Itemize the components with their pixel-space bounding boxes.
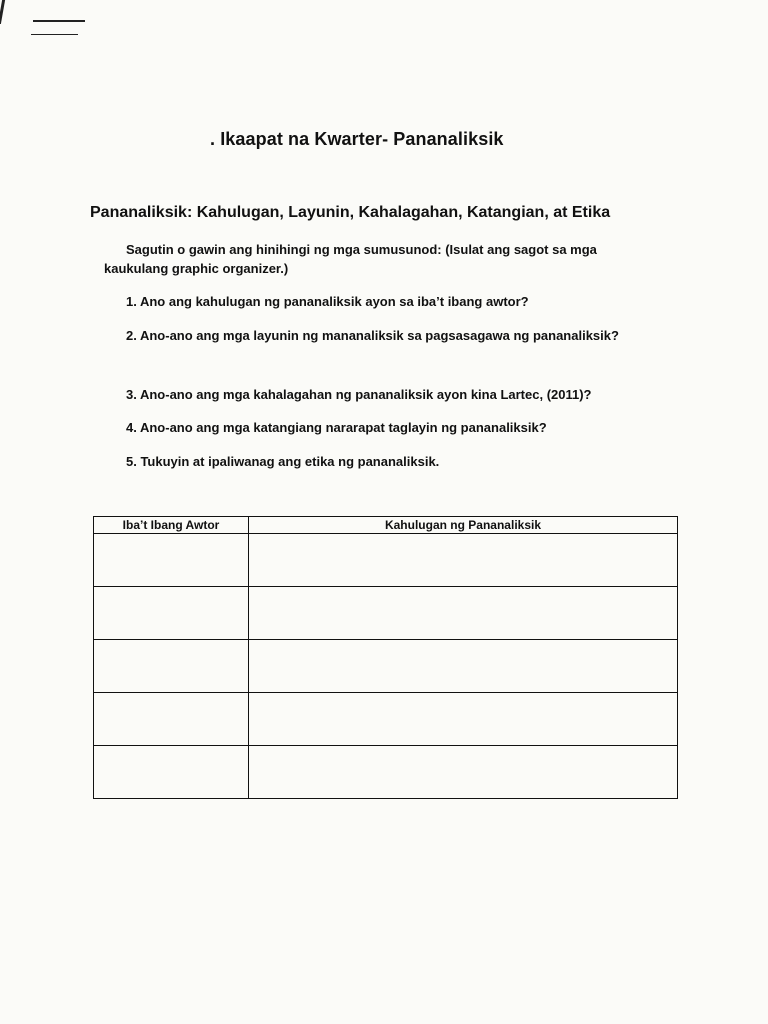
- instructions: Sagutin o gawin ang hinihingi ng mga sumusunod: (Isulat ang sagot sa mga kaukulang graphic organizer.): [104, 242, 597, 276]
- meaning-answer-cell[interactable]: [249, 587, 678, 640]
- question-2: 2. Ano-ano ang mga layunin ng mananaliksik sa pagsasagawa ng pananaliksik?: [126, 328, 619, 343]
- meaning-answer-cell[interactable]: [249, 534, 678, 587]
- scan-mark-top: [33, 20, 85, 22]
- table-row: [94, 746, 678, 799]
- question-1: 1. Ano ang kahulugan ng pananaliksik ayon sa iba’t ibang awtor?: [126, 294, 529, 309]
- meaning-column-header: Kahulugan ng Pananaliksik: [249, 517, 678, 534]
- scan-mark-bottom: [31, 34, 78, 35]
- worksheet-title: . Ikaapat na Kwarter- Pananaliksik: [210, 129, 504, 149]
- author-answer-cell[interactable]: [94, 640, 249, 693]
- author-column-header: Iba’t Ibang Awtor: [94, 517, 249, 534]
- answer-table: [93, 516, 678, 799]
- author-answer-cell[interactable]: [94, 534, 249, 587]
- meaning-answer-cell[interactable]: [249, 746, 678, 799]
- question-4: 4. Ano-ano ang mga katangiang nararapat taglayin ng pananaliksik?: [126, 420, 547, 435]
- scan-edge-mark: [0, 0, 5, 24]
- table-row: [94, 693, 678, 746]
- author-answer-cell[interactable]: [94, 693, 249, 746]
- table-header-row: [94, 517, 678, 534]
- table-row: [94, 640, 678, 693]
- author-answer-cell[interactable]: [94, 587, 249, 640]
- worksheet-subtitle: Pananaliksik: Kahulugan, Layunin, Kahalagahan, Katangian, at Etika: [90, 204, 611, 221]
- table-row: [94, 587, 678, 640]
- meaning-answer-cell[interactable]: [249, 640, 678, 693]
- question-5: 5. Tukuyin at ipaliwanag ang etika ng pananaliksik.: [126, 454, 440, 469]
- table-row: [94, 534, 678, 587]
- meaning-answer-cell[interactable]: [249, 693, 678, 746]
- question-3: 3. Ano-ano ang mga kahalagahan ng pananaliksik ayon kina Lartec, (2011)?: [126, 387, 592, 402]
- author-answer-cell[interactable]: [94, 746, 249, 799]
